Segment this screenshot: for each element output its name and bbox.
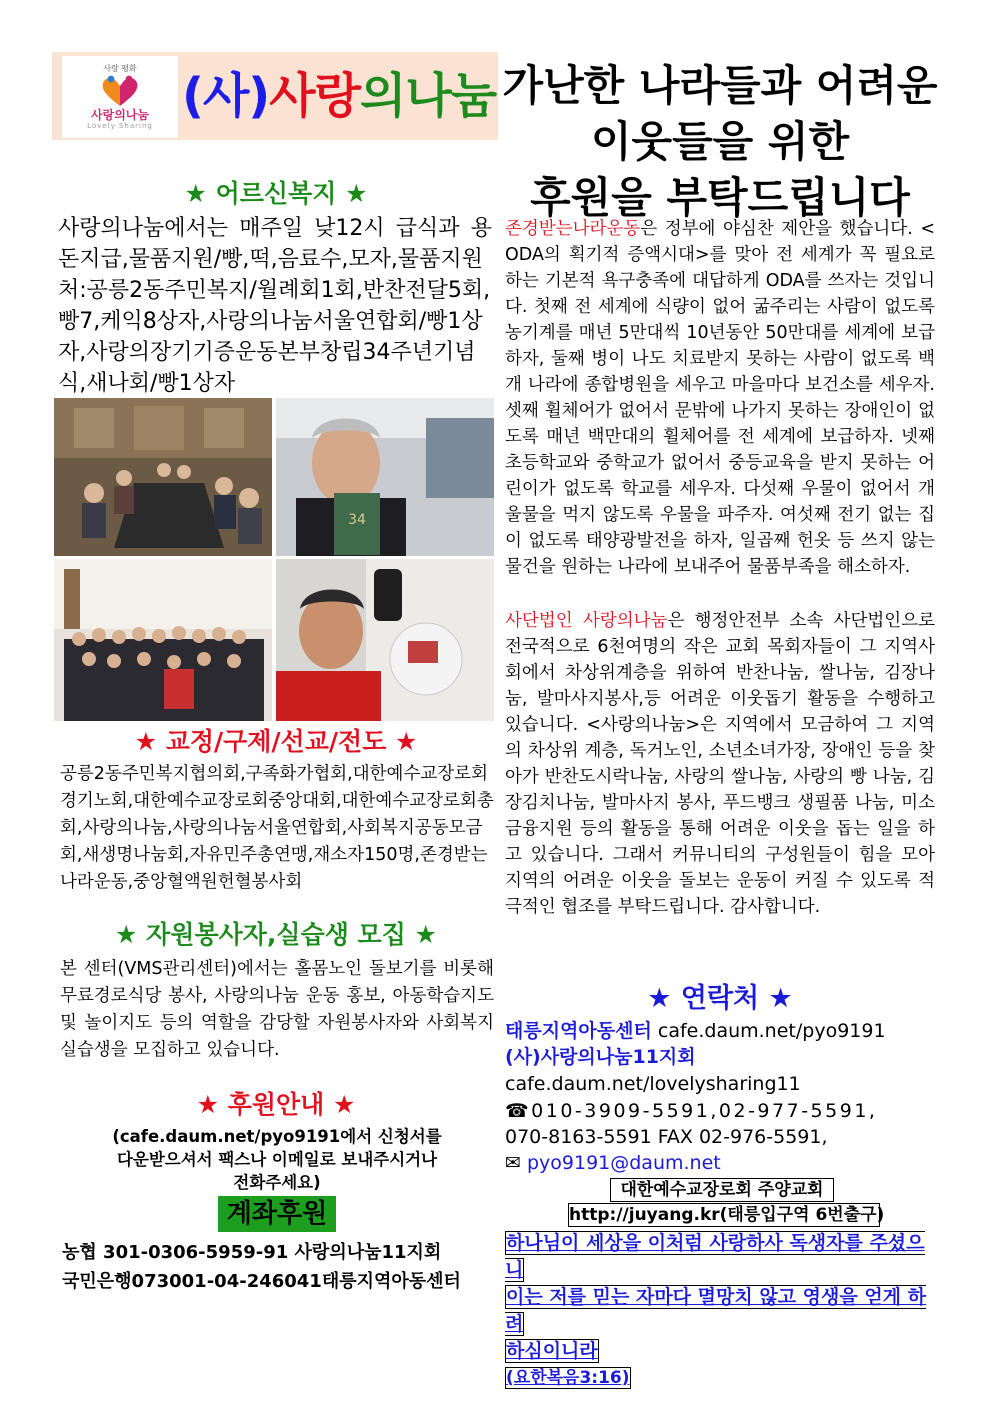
donation-instructions-line-2: 다운받으셔서 팩스나 이메일로 보내주시거나	[116, 1150, 438, 1169]
bank-account-1: 농협 301-0306-5959-91 사랑의나눔11지회	[62, 1242, 442, 1263]
phone-icon: ☎	[505, 1100, 532, 1122]
national-movement-name: 존경받는나라운동	[505, 219, 641, 239]
org-title-sharing: 의나눔	[360, 68, 497, 124]
contact-center-name: 태릉지역아동센터	[505, 1020, 652, 1042]
organization-text: 은 행정안전부 소속 사단법인으로 전국적으로 6천여명의 작은 교회 목회자들이 그 지역사회에서 차상위계층을 위하여 반찬나눔, 쌀나눔, 김장나눔, 발마사지봉사,등 어려운 이웃돕기 활동을 수행하고 있습니다. <사랑의나눔>은 지역에서 모금하여 그 지역의 차상위 계층, 독거노인, 소년소녀가장, 장애인 등을 찾아가 반찬도시락나눔, 사랑의 쌀나눔, 사랑의 빵 나눔, 김장김치나눔, 발마사지 봉사, 푸드뱅크 생필품 나눔, 미소금융지원 등의 활동을 통해 어려운 이웃을 돕는 일을 하고 있습니다. 그래서 커뮤니티의 구성원들이 힘을 모아 지역의 어려운 이웃을 돌보는 운동이 커질 수 있도록 적극적인 협조를 부탁드립니다. 감사합니다.	[505, 611, 936, 917]
contact-email	[505, 1150, 945, 1176]
org-logo	[62, 56, 178, 138]
bible-verse	[505, 1230, 937, 1392]
church-name: 대한예수교장로회 주양교회	[610, 1178, 834, 1202]
donation-instructions	[60, 1125, 494, 1194]
contact-phones	[505, 1098, 945, 1124]
donation-instructions-line-3: 전화주세요)	[233, 1173, 321, 1192]
photo-volunteer-selfie	[276, 559, 494, 721]
photo-group	[54, 559, 272, 721]
phone-numbers: 010-3909-5591,02-977-5591,	[531, 1100, 878, 1122]
badge-number: 34	[348, 512, 366, 528]
national-movement-text: 은 정부에 야심찬 제안을 했습니다. <ODA의 획기적 증액시대>를 맞아 전 세계가 꼭 필요로 하는 기본적 욕구충족에 대답하게 ODA를 쓰자는 것입니다. 첫째 전 세계에 식량이 없어 굶주리는 사람이 없도록 농기계를 매년 5만대씩 10년동안 50만대를 세계에 보급하자, 둘째 병이 나도 치료받지 못하는 사람이 없도록 백개 나라에 종합병원을 세우고 마을마다 보건소를 세우자. 셋째 휠체어가 없어서 문밖에 나가지 못하는 장애인이 없도록 매년 백만대의 휠체어를 전 세계에 보급하자. 넷째 초등학교와 중학교가 없어서 중등교육을 받지 못하는 어린이가 없도록 학교를 세우자. 다섯째 우물이 없어서 개울물을 먹지 않도록 우물을 파주자. 여섯째 전기 없는 집이 없도록 태양광발전을 하자, 일곱째 헌옷 등 쓰지 않는 물건을 원하는 나라에 보내주어 물품부족을 해소하자.	[505, 219, 935, 577]
national-movement-paragraph	[505, 216, 935, 580]
volunteer-body: 본 센터(VMS관리센터)에서는 홀몸노인 돌보기를 비롯해 무료경로식당 봉사, 사랑의나눔 운동 홍보, 아동학습지도 및 놀이지도 등의 역할을 감당할 자원봉사자와 사회복지실습생을 모집하고 있습니다.	[60, 959, 494, 1060]
photo-meal-gathering	[54, 398, 272, 556]
org-title-prefix: (사)	[182, 68, 270, 124]
elder-welfare-title: ★ 어르신복지 ★	[184, 179, 368, 208]
org-title	[182, 52, 498, 140]
ministry-body: 공릉2동주민복지협의회,구족화가협회,대한예수교장로회경기노회,대한예수교장로회중앙대회,대한예수교장로회총회,사랑의나눔,사랑의나눔서울연합회,사회복지공동모금회,새생명나눔회,자유민주총연맹,재소자150명,존경받는나라운동,중앙혈액원헌혈봉사회	[60, 764, 494, 892]
account-donation-badge: 계좌후원	[218, 1196, 336, 1232]
bible-verse-line-1: 하나님이 세상을 이처럼 사랑하사 독생자를 주셨으니	[505, 1232, 925, 1281]
contact-branch-url[interactable]: cafe.daum.net/lovelysharing11	[505, 1073, 801, 1095]
bible-verse-line-2: 이는 저를 믿는 자마다 멸망치 않고 영생을 얻게 하려	[505, 1286, 926, 1335]
bible-verse-reference: (요한복음3:16)	[506, 1368, 630, 1388]
logo-name: 사랑의나눔	[91, 107, 149, 122]
headline	[500, 58, 940, 226]
contact-center	[505, 1018, 945, 1044]
contact-branch-name: (사)사랑의나눔11지회	[505, 1046, 696, 1068]
contact-center-url[interactable]: cafe.daum.net/pyo9191	[651, 1020, 886, 1042]
email-address[interactable]: pyo9191@daum.net	[520, 1152, 721, 1174]
headline-line-1: 가난한 나라들과 어려운	[502, 61, 938, 110]
bible-verse-line-3: 하심이니라	[506, 1340, 598, 1362]
organization-name: 사단법인 사랑의나눔	[505, 611, 668, 631]
church-url[interactable]: http://juyang.kr(태릉입구역 6번출구)	[569, 1205, 885, 1225]
photo-man-with-badge	[276, 398, 494, 556]
email-icon: ✉	[505, 1152, 521, 1174]
headline-line-3: 후원을 부탁드립니다	[530, 173, 910, 222]
ministry-title: ★ 교정/구제/선교/전도 ★	[134, 727, 418, 756]
donation-instructions-line-1: (cafe.daum.net/pyo9191에서 신청서를	[112, 1127, 442, 1146]
logo-tagline: 사랑 평화	[103, 63, 137, 73]
headline-line-2: 이웃들을 위한	[590, 117, 850, 166]
contact-title: ★ 연락처 ★	[647, 983, 793, 1014]
bank-account-2: 국민은행073001-04-246041태릉지역아동센터	[62, 1271, 461, 1292]
elder-welfare-body: 사랑의나눔에서는 매주일 낮12시 급식과 용돈지급,물품지원/빵,떡,음료수,모자,물품지원처:공릉2동주민복지/월례회1회,반찬전달5회,빵7,케익8상자,사랑의나눔서울연합회/빵1상자,사랑의장기기증운동본부창립34주년기념식,새나회/빵1상자	[58, 216, 492, 396]
organization-paragraph	[505, 608, 935, 920]
donation-title: ★ 후원안내 ★	[196, 1090, 356, 1119]
contact-fax: 070-8163-5591 FAX 02-976-5591,	[505, 1126, 828, 1148]
volunteer-title: ★ 자원봉사자,실습생 모집 ★	[115, 920, 437, 949]
bank-accounts	[62, 1238, 496, 1296]
heart-people-icon	[97, 74, 143, 108]
logo-english-name: Lovely Sharing	[87, 121, 153, 130]
org-title-love: 사랑	[269, 68, 360, 124]
